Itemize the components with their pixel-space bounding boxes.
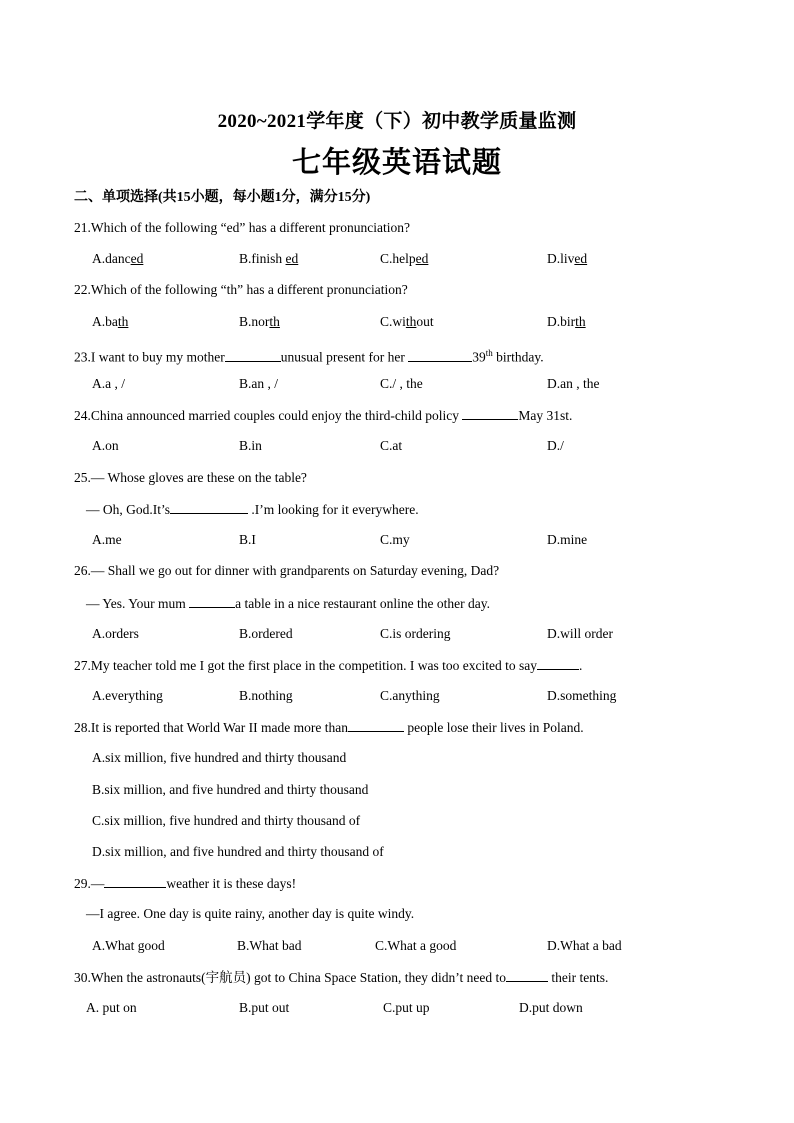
question-23-option-a: A.a , /	[92, 376, 125, 391]
question-21-option-a: A.danced	[92, 251, 144, 266]
question-25-stem: 25.— Whose gloves are these on the table?	[74, 470, 307, 485]
answer-blank	[408, 349, 472, 362]
question-21-stem: 21.Which of the following “ed” has a different pronunciation?	[74, 220, 411, 235]
question-26-option-c: C.is ordering	[380, 626, 451, 641]
question-28-option-d: D.six million, and five hundred and thirty thousand of	[92, 844, 384, 859]
question-30-stem: 30.When the astronauts(宇航员) got to China Space Station, they didn’t need to their tents.	[74, 970, 609, 985]
question-30-option-a: A. put on	[86, 1000, 137, 1015]
question-29-option-b: B.What bad	[237, 938, 302, 953]
section-title: 二、单项选择(共15小题，每小题1分，满分15分)	[74, 190, 371, 205]
question-25-option-a: A.me	[92, 532, 122, 547]
question-22-option-a: A.bath	[92, 314, 129, 329]
question-27-option-c: C.anything	[380, 688, 440, 703]
question-25-response: — Oh, God.It’s .I’m looking for it everywhere.	[86, 502, 419, 517]
question-27-option-d: D.something	[547, 688, 617, 703]
question-28-option-b: B.six million, and five hundred and thirty thousand	[92, 782, 369, 797]
question-25-option-b: B.I	[239, 532, 256, 547]
answer-blank	[170, 501, 248, 514]
question-24-option-d: D./	[547, 438, 564, 453]
question-23-option-d: D.an , the	[547, 376, 600, 391]
exam-title: 七年级英语试题	[291, 147, 502, 179]
question-24-option-a: A.on	[92, 438, 119, 453]
question-27-option-b: B.nothing	[239, 688, 293, 703]
question-22-option-c: C.without	[380, 314, 434, 329]
question-30-option-b: B.put out	[239, 1000, 290, 1015]
question-24-stem: 24.China announced married couples could enjoy the third-child policy May 31st.	[74, 408, 573, 423]
question-23-option-b: B.an , /	[239, 376, 278, 391]
question-26-option-a: A.orders	[92, 626, 139, 641]
question-29-option-a: A.What good	[92, 938, 165, 953]
question-21-option-d: D.lived	[547, 251, 588, 266]
answer-blank	[506, 969, 548, 982]
question-28-option-a: A.six million, five hundred and thirty thousand	[92, 750, 347, 765]
question-28-stem: 28.It is reported that World War II made more than people lose their lives in Poland.	[74, 720, 584, 735]
question-22-option-b: B.north	[239, 314, 280, 329]
question-26-option-d: D.will order	[547, 626, 613, 641]
question-25-option-d: D.mine	[547, 532, 588, 547]
question-27-stem: 27.My teacher told me I got the first place in the competition. I was too excited to say .	[74, 658, 583, 673]
exam-header-line1: 2020~2021学年度（下）初中教学质量监测	[217, 111, 577, 132]
answer-blank	[189, 595, 235, 608]
question-21-option-c: C.helped	[380, 251, 429, 266]
question-30-option-c: C.put up	[383, 1000, 430, 1015]
answer-blank	[104, 875, 166, 888]
question-23-option-c: C./ , the	[380, 376, 423, 391]
question-22-option-d: D.birth	[547, 314, 586, 329]
question-29-option-c: C.What a good	[375, 938, 457, 953]
answer-blank	[348, 719, 404, 732]
answer-blank	[537, 657, 579, 670]
question-30-option-d: D.put down	[519, 1000, 583, 1015]
question-22-stem: 22.Which of the following “th” has a different pronunciation?	[74, 282, 408, 297]
question-26-option-b: B.ordered	[239, 626, 293, 641]
question-29-stem: 29.— weather it is these days!	[74, 876, 297, 891]
question-27-option-a: A.everything	[92, 688, 163, 703]
question-24-option-c: C.at	[380, 438, 403, 453]
question-29-response: —I agree. One day is quite rainy, another day is quite windy.	[86, 906, 415, 921]
question-25-option-c: C.my	[380, 532, 410, 547]
answer-blank	[225, 349, 281, 362]
answer-blank	[462, 407, 518, 420]
question-29-option-d: D.What a bad	[547, 938, 622, 953]
question-26-response: — Yes. Your mum a table in a nice restaurant online the other day.	[86, 596, 490, 611]
question-28-option-c: C.six million, five hundred and thirty thousand of	[92, 813, 361, 828]
question-21-option-b: B.finish ed	[239, 251, 299, 266]
question-26-stem: 26.— Shall we go out for dinner with grandparents on Saturday evening, Dad?	[74, 563, 500, 578]
question-24-option-b: B.in	[239, 438, 262, 453]
question-23-stem: 23.I want to buy my mother unusual present for her 39th birthday.	[74, 348, 544, 365]
